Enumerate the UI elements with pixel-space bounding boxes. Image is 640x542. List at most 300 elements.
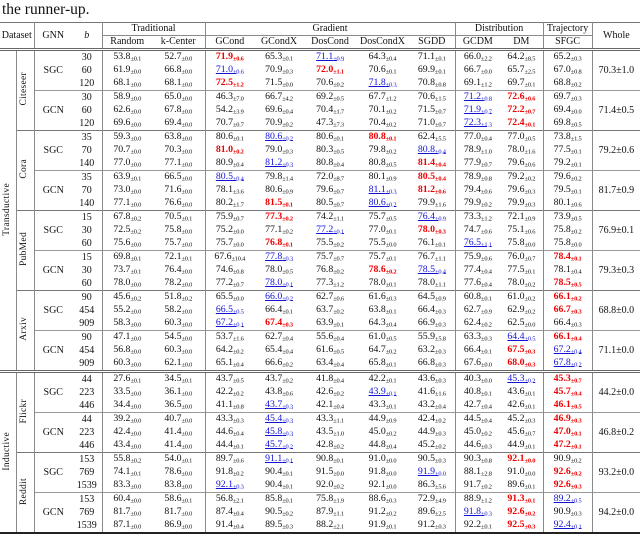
cell-gcdm: $77.4_{\pm 0.4}$	[455, 264, 500, 277]
cell-random: $87.1_{\pm 0.0}$	[102, 519, 152, 533]
cell-sgdd: $79.9_{\pm 1.6}$	[417, 197, 446, 209]
cell-sgdd: $44.9_{\pm 0.3}$	[417, 426, 446, 438]
cell-gcondx: $80.6_{\pm 0.2}$	[254, 131, 304, 145]
cell-gcond: $75.7_{\pm 0.0}$	[205, 237, 254, 251]
cell-sfgc: $89.2_{\pm 0.5}$	[543, 493, 592, 507]
cell-gcondx: $80.6_{\pm 0.9}$	[265, 184, 293, 196]
budget-value: 35	[72, 131, 102, 145]
cell-doscond: $41.8_{\pm 0.4}$	[304, 372, 356, 387]
table-row	[0, 426, 640, 439]
cell-sfgc: $92.4_{\pm 0.1}$	[543, 519, 592, 533]
cell-doscondx: $44.9_{\pm 0.9}$	[356, 413, 409, 427]
table-row	[0, 317, 640, 331]
cell-gcdm: $76.5_{\pm 1.1}$	[455, 237, 500, 251]
cell-sgdd: $69.9_{\pm 0.1}$	[417, 64, 446, 76]
cell-sfgc: $67.0_{\pm 0.8}$	[543, 64, 592, 77]
cell-doscond: $80.3_{\pm 0.5}$	[316, 144, 344, 156]
cell-doscondx: $43.3_{\pm 0.1}$	[368, 399, 397, 411]
cell-random: $68.1_{\pm 0.0}$	[102, 77, 152, 91]
cell-gcondx: $79.0_{\pm 0.3}$	[265, 144, 293, 156]
cell-gcond: $71.9_{\pm 0.6}$	[205, 50, 254, 65]
cell-sfgc: $73.9_{\pm 0.5}$	[543, 211, 592, 225]
cell-gcond: $72.5_{\pm 1.2}$	[205, 77, 254, 91]
cell-sfgc: $79.6_{\pm 0.2}$	[543, 171, 592, 185]
cell-doscondx: $78.0_{\pm 0.1}$	[368, 277, 397, 289]
cell-doscondx: $70.6_{\pm 0.1}$	[368, 64, 397, 76]
cell-kcenter: $67.8_{\pm 0.0}$	[164, 104, 193, 116]
cell-doscondx: $88.6_{\pm 0.3}$	[356, 493, 409, 507]
whole-value: 79.3±0.3	[592, 251, 640, 291]
budget-value: 60	[81, 277, 92, 289]
budget-value: 909	[79, 317, 95, 329]
cell-sfgc: $67.8_{\pm 0.2}$	[543, 357, 592, 372]
table-row	[0, 131, 640, 145]
cell-sfgc: $68.8_{\pm 0.2}$	[543, 77, 592, 91]
budget-value: 454	[79, 304, 95, 316]
cell-doscond: $43.3_{\pm 1.1}$	[304, 413, 356, 427]
gnn-label-sgc: SGC	[34, 291, 72, 331]
cell-kcenter: $34.5_{\pm 0.1}$	[152, 372, 205, 387]
cell-sfgc: $77.5_{\pm 0.1}$	[543, 144, 592, 157]
cell-gcdm: $92.2_{\pm 0.1}$	[455, 519, 500, 533]
cell-gcondx: $71.5_{\pm 0.0}$	[265, 77, 293, 89]
cell-doscondx: $71.8_{\pm 0.3}$	[368, 77, 397, 89]
cell-doscond: $79.6_{\pm 0.7}$	[316, 184, 344, 196]
cell-dm: $45.6_{\pm 0.7}$	[507, 426, 536, 438]
cell-doscondx: $64.7_{\pm 0.2}$	[368, 344, 397, 356]
table-row	[0, 251, 640, 265]
cell-kcenter: $66.8_{\pm 0.0}$	[164, 64, 193, 76]
gnn-label-gcn: GCN	[34, 251, 72, 291]
cell-random: $43.4_{\pm 0.0}$	[102, 439, 152, 453]
cell-gcond: $56.8_{\pm 2.1}$	[205, 493, 254, 507]
results-table	[0, 22, 640, 534]
cell-kcenter: $65.0_{\pm 0.0}$	[152, 91, 205, 105]
cell-sgdd: $64.5_{\pm 0.9}$	[409, 291, 455, 305]
table-row	[0, 439, 640, 453]
cell-gcondx: $78.0_{\pm 0.1}$	[265, 277, 293, 289]
header-method-gcondx: GCondX	[260, 36, 298, 48]
cell-doscond: $42.8_{\pm 0.2}$	[316, 439, 344, 451]
cell-dm: $44.9_{\pm 0.1}$	[507, 439, 536, 451]
cell-gcondx: $66.4_{\pm 0.1}$	[265, 304, 293, 316]
budget-value: 909	[79, 357, 95, 369]
budget-value: 30	[72, 91, 102, 105]
cell-doscondx: $64.3_{\pm 0.4}$	[368, 51, 397, 63]
cell-gcdm: $77.0_{\pm 0.4}$	[455, 131, 500, 145]
table-row	[0, 291, 640, 305]
cell-random: $77.0_{\pm 0.0}$	[102, 157, 152, 171]
cell-kcenter: $41.4_{\pm 0.0}$	[164, 426, 193, 438]
cell-gcond: $65.1_{\pm 0.4}$	[205, 357, 254, 372]
cell-random: $45.6_{\pm 0.2}$	[102, 291, 152, 305]
cell-gcondx: $62.7_{\pm 0.4}$	[254, 331, 304, 345]
cell-doscond: $43.5_{\pm 1.0}$	[316, 426, 344, 438]
cell-dm: $42.6_{\pm 0.1}$	[507, 399, 536, 411]
cell-gcondx: $90.4_{\pm 0.1}$	[265, 466, 293, 478]
cell-sgdd: $80.8_{\pm 0.4}$	[417, 144, 446, 156]
cell-doscond: $75.8_{\pm 1.9}$	[304, 493, 356, 507]
budget-value: 1539	[76, 479, 97, 491]
table-row	[0, 357, 640, 372]
gnn-label-gcn: GCN	[34, 331, 72, 372]
cell-sfgc: $75.8_{\pm 0.0}$	[543, 237, 592, 251]
whole-value: 76.9±0.1	[592, 211, 640, 251]
cell-gcdm: $77.9_{\pm 0.7}$	[455, 157, 500, 171]
table-row	[0, 304, 640, 317]
table-row	[0, 453, 640, 467]
cell-gcond: $91.4_{\pm 0.4}$	[205, 519, 254, 533]
table-row	[0, 466, 640, 479]
budget-value: 769	[79, 506, 95, 518]
cell-kcenter: $58.6_{\pm 0.1}$	[152, 493, 205, 507]
cell-gcdm: $62.7_{\pm 0.9}$	[455, 304, 500, 317]
cell-dm: $62.9_{\pm 0.2}$	[507, 304, 536, 316]
cell-dm: $64.4_{\pm 0.5}$	[500, 331, 543, 345]
table-row	[0, 91, 640, 105]
cell-sfgc: $45.3_{\pm 0.7}$	[543, 372, 592, 387]
cell-sgdd: $70.8_{\pm 0.8}$	[417, 77, 446, 89]
cell-dm: $89.6_{\pm 0.1}$	[507, 479, 536, 491]
whole-value: 44.2±0.0	[592, 372, 640, 413]
budget-value: 769	[79, 466, 95, 478]
cell-dm: $65.7_{\pm 2.5}$	[507, 64, 536, 76]
cell-kcenter: $62.1_{\pm 0.0}$	[164, 357, 193, 369]
cell-sgdd: $76.4_{\pm 0.9}$	[409, 211, 455, 225]
cell-doscondx: $67.7_{\pm 1.2}$	[356, 91, 409, 105]
table-row	[0, 184, 640, 197]
cell-doscondx: $64.3_{\pm 0.4}$	[368, 317, 397, 329]
cell-dm: $79.9_{\pm 0.3}$	[507, 197, 536, 209]
cell-gcond: $81.0_{\pm 0.2}$	[205, 144, 254, 157]
cell-kcenter: $78.6_{\pm 0.0}$	[164, 466, 193, 478]
cell-gcdm: $66.7_{\pm 0.0}$	[455, 64, 500, 77]
cell-dm: $78.0_{\pm 0.2}$	[507, 277, 536, 289]
budget-value: 446	[79, 399, 95, 411]
cell-gcdm: $63.3_{\pm 0.3}$	[455, 331, 500, 345]
cell-sgdd: $71.5_{\pm 0.7}$	[417, 104, 446, 116]
table-row	[0, 479, 640, 493]
cell-gcond: $75.9_{\pm 0.7}$	[205, 211, 254, 225]
whole-value: 68.8±0.0	[592, 291, 640, 331]
cell-sfgc: $66.1_{\pm 0.2}$	[543, 291, 592, 305]
cell-sfgc: $66.4_{\pm 0.3}$	[543, 317, 592, 331]
cell-doscond: $42.1_{\pm 0.4}$	[316, 399, 344, 411]
cell-sfgc: $65.2_{\pm 0.3}$	[543, 50, 592, 65]
cell-dm: $72.2_{\pm 0.7}$	[507, 104, 536, 116]
gnn-label-gcn: GCN	[34, 493, 72, 534]
cell-sgdd: $80.5_{\pm 0.4}$	[409, 171, 455, 185]
budget-value: 90	[72, 291, 102, 305]
cell-sfgc: $67.2_{\pm 0.4}$	[543, 344, 592, 357]
cell-gcondx: $85.8_{\pm 0.1}$	[254, 493, 304, 507]
table-row	[0, 104, 640, 117]
cell-dm: $75.8_{\pm 0.0}$	[507, 237, 536, 249]
cell-doscond: $80.8_{\pm 0.4}$	[316, 157, 344, 169]
cell-gcondx: $91.1_{\pm 0.1}$	[254, 453, 304, 467]
cell-sfgc: $45.7_{\pm 0.4}$	[543, 386, 592, 399]
header-dataset: Dataset	[1, 29, 32, 41]
cell-random: $72.5_{\pm 0.2}$	[102, 224, 152, 237]
budget-value: 30	[81, 224, 92, 236]
cell-sfgc: $46.9_{\pm 0.3}$	[543, 413, 592, 427]
cell-sfgc: $78.4_{\pm 0.1}$	[543, 251, 592, 265]
gnn-label-sgc: SGC	[34, 211, 72, 251]
cell-sgdd: $41.6_{\pm 1.6}$	[417, 386, 446, 398]
cell-gcondx: $77.1_{\pm 0.2}$	[265, 224, 293, 236]
table-row	[0, 519, 640, 533]
cell-gcdm: $88.9_{\pm 1.2}$	[455, 493, 500, 507]
cell-sgdd: $70.6_{\pm 1.5}$	[409, 91, 455, 105]
cell-kcenter: $75.7_{\pm 0.0}$	[164, 237, 193, 249]
table-row	[0, 50, 640, 65]
cell-sgdd: $91.9_{\pm 0.0}$	[417, 466, 446, 478]
cell-gcondx: $79.8_{\pm 1.4}$	[254, 171, 304, 185]
cell-random: $58.3_{\pm 0.0}$	[102, 317, 152, 331]
cell-doscondx: $92.1_{\pm 0.0}$	[368, 479, 397, 491]
cell-random: $59.3_{\pm 0.0}$	[102, 131, 152, 145]
cell-sgdd: $78.0_{\pm 0.3}$	[417, 224, 446, 236]
cell-gcondx: $66.6_{\pm 0.2}$	[265, 357, 293, 369]
cell-kcenter: $36.5_{\pm 0.0}$	[164, 399, 193, 411]
cell-sfgc: $66.1_{\pm 0.4}$	[543, 331, 592, 345]
cell-doscond: $80.5_{\pm 0.7}$	[316, 197, 344, 209]
cell-random: $39.2_{\pm 0.0}$	[102, 413, 152, 427]
cell-gcdm: $91.7_{\pm 0.2}$	[455, 479, 500, 493]
cell-gcondx: $67.4_{\pm 0.3}$	[265, 317, 293, 329]
budget-value: 60	[81, 237, 92, 249]
cell-dm: $64.2_{\pm 8.5}$	[507, 51, 536, 63]
cell-gcond: $44.4_{\pm 0.1}$	[205, 439, 254, 453]
cell-random: $69.8_{\pm 0.1}$	[102, 251, 152, 265]
cell-gcond: $43.3_{\pm 0.3}$	[205, 413, 254, 427]
cell-dm: $92.6_{\pm 0.2}$	[507, 506, 536, 518]
dataset-label-pubmed: PubMed	[16, 211, 34, 291]
cell-dm: $69.7_{\pm 0.1}$	[507, 77, 536, 89]
cell-dm: $72.1_{\pm 0.9}$	[500, 211, 543, 225]
cell-gcond: $89.7_{\pm 0.6}$	[205, 453, 254, 467]
cell-doscondx: $43.9_{\pm 0.1}$	[368, 386, 397, 398]
cell-random: $53.8_{\pm 0.1}$	[102, 50, 152, 65]
cell-random: $75.6_{\pm 0.0}$	[102, 237, 152, 251]
table-row	[0, 277, 640, 291]
cell-gcond: $71.0_{\pm 0.6}$	[205, 64, 254, 77]
cell-gcondx: $90.4_{\pm 0.1}$	[265, 479, 293, 491]
cell-gcondx: $45.4_{\pm 0.3}$	[254, 413, 304, 427]
cell-gcond: $54.2_{\pm 3.9}$	[205, 104, 254, 117]
cell-sgdd: $72.9_{\pm 4.9}$	[409, 493, 455, 507]
cell-doscondx: $70.1_{\pm 0.2}$	[368, 104, 397, 116]
cell-doscondx: $80.8_{\pm 0.5}$	[368, 157, 397, 169]
cell-kcenter: $71.6_{\pm 0.0}$	[164, 184, 193, 196]
cell-gcond: $92.1_{\pm 0.3}$	[205, 479, 254, 493]
cell-gcond: $80.6_{\pm 0.1}$	[205, 131, 254, 145]
cell-sgdd: $66.4_{\pm 0.3}$	[417, 304, 446, 316]
cell-gcdm: $75.9_{\pm 0.6}$	[455, 251, 500, 265]
header-method-doscond: DosCond	[311, 36, 349, 48]
cell-gcond: $46.3_{\pm 7.0}$	[205, 91, 254, 105]
cell-dm: $72.6_{\pm 0.6}$	[500, 91, 543, 105]
header-group-distribution: Distribution	[455, 23, 543, 36]
cell-random: $61.9_{\pm 0.0}$	[102, 64, 152, 77]
cell-kcenter: $66.5_{\pm 0.0}$	[152, 171, 205, 185]
table-row	[0, 372, 640, 387]
cell-random: $62.6_{\pm 0.0}$	[102, 104, 152, 117]
dataset-label-cora: Cora	[16, 131, 34, 211]
cell-kcenter: $70.3_{\pm 0.0}$	[164, 144, 193, 156]
cell-doscondx: $80.8_{\pm 0.1}$	[356, 131, 409, 145]
cell-gcdm: $60.8_{\pm 0.1}$	[455, 291, 500, 305]
dataset-label-arxiv: Arxiv	[16, 291, 34, 372]
cell-dm: $62.5_{\pm 0.0}$	[507, 317, 536, 329]
cell-sfgc: $78.1_{\pm 0.4}$	[543, 264, 592, 277]
cell-gcdm: $77.6_{\pm 0.4}$	[455, 277, 500, 291]
budget-value: 140	[79, 157, 95, 169]
cell-gcondx: $70.9_{\pm 0.2}$	[265, 117, 293, 129]
cell-kcenter: $69.4_{\pm 0.0}$	[164, 117, 193, 129]
cell-dm: $77.5_{\pm 0.1}$	[507, 264, 536, 276]
table-row	[0, 493, 640, 507]
budget-value: 446	[79, 439, 95, 451]
cell-gcdm: $79.9_{\pm 0.2}$	[455, 197, 500, 211]
cell-gcondx: $70.9_{\pm 0.3}$	[265, 64, 293, 76]
cell-doscond: $55.6_{\pm 0.4}$	[304, 331, 356, 345]
cell-random: $34.4_{\pm 0.0}$	[102, 399, 152, 413]
cell-doscond: $72.0_{\pm 8.7}$	[304, 171, 356, 185]
setting-label-transductive: Transductive	[2, 182, 12, 236]
cell-doscondx: $77.0_{\pm 0.1}$	[368, 224, 397, 236]
cell-doscond: $87.9_{\pm 1.1}$	[316, 506, 344, 518]
cell-gcondx: $45.7_{\pm 0.2}$	[265, 439, 293, 451]
cell-gcondx: $43.8_{\pm 0.6}$	[265, 386, 293, 398]
cell-doscond: $62.7_{\pm 0.6}$	[304, 291, 356, 305]
cell-gcondx: $77.3_{\pm 0.2}$	[254, 211, 304, 225]
budget-value: 153	[72, 493, 102, 507]
header-method-kcenter: k-Center	[160, 36, 196, 48]
budget-value: 60	[81, 104, 92, 116]
cell-dm: $68.0_{\pm 0.3}$	[507, 357, 536, 369]
cell-sgdd: $43.6_{\pm 0.3}$	[409, 372, 455, 387]
cell-gcond: $43.7_{\pm 0.5}$	[205, 372, 254, 387]
budget-value: 153	[72, 453, 102, 467]
cell-kcenter: $60.3_{\pm 0.0}$	[164, 317, 193, 329]
cell-random: $56.8_{\pm 0.0}$	[102, 344, 152, 357]
cell-kcenter: $77.1_{\pm 0.0}$	[164, 157, 193, 169]
budget-value: 223	[79, 386, 95, 398]
cell-random: $70.7_{\pm 0.0}$	[102, 144, 152, 157]
cell-gcdm: $40.3_{\pm 0.0}$	[455, 372, 500, 387]
cell-random: $55.2_{\pm 0.0}$	[102, 304, 152, 317]
table-row	[0, 64, 640, 77]
header-group-trajectory: Trajectory	[543, 23, 592, 36]
cell-doscond: $69.2_{\pm 0.5}$	[304, 91, 356, 105]
whole-value: 70.3±1.0	[598, 64, 635, 76]
header-method-gcdm: GCDM	[455, 36, 500, 50]
cell-random: $60.3_{\pm 0.0}$	[102, 357, 152, 372]
cell-sgdd: $62.4_{\pm 5.5}$	[409, 131, 455, 145]
cell-sgdd: $91.2_{\pm 0.3}$	[417, 519, 446, 531]
whole-value: 46.8±0.2	[592, 413, 640, 453]
table-row	[0, 264, 640, 277]
cell-dm: $76.0_{\pm 0.7}$	[500, 251, 543, 265]
budget-value: 60	[81, 64, 92, 76]
cell-kcenter: $54.0_{\pm 0.1}$	[152, 453, 205, 467]
cell-random: $78.0_{\pm 0.0}$	[102, 277, 152, 291]
cell-kcenter: $40.7_{\pm 0.0}$	[152, 413, 205, 427]
table-header	[0, 23, 640, 50]
cell-random: $67.8_{\pm 0.2}$	[102, 211, 152, 225]
cell-doscondx: $75.7_{\pm 0.5}$	[356, 211, 409, 225]
cell-doscondx: $63.8_{\pm 0.1}$	[368, 304, 397, 316]
cell-sgdd: $76.1_{\pm 0.1}$	[417, 237, 446, 249]
cell-dm: $67.5_{\pm 0.3}$	[507, 344, 536, 356]
cell-gcond: $64.2_{\pm 0.2}$	[205, 344, 254, 357]
table-row	[0, 224, 640, 237]
cell-doscond: $72.0_{\pm 1.1}$	[316, 64, 344, 76]
intro-text: the runner-up.	[2, 1, 90, 18]
budget-value: 44	[72, 413, 102, 427]
header-gnn: GNN	[34, 23, 72, 50]
cell-doscondx: $80.1_{\pm 0.9}$	[356, 171, 409, 185]
cell-sfgc: $69.4_{\pm 0.0}$	[543, 104, 592, 117]
cell-gcdm: $73.3_{\pm 1.2}$	[455, 211, 500, 225]
budget-value: 223	[79, 426, 95, 438]
cell-kcenter: $54.5_{\pm 0.0}$	[152, 331, 205, 345]
cell-doscondx: $91.0_{\pm 0.0}$	[356, 453, 409, 467]
table-row	[0, 506, 640, 519]
cell-gcondx: $45.8_{\pm 0.3}$	[265, 426, 293, 438]
cell-sfgc: $78.5_{\pm 0.5}$	[543, 277, 592, 291]
cell-kcenter: $51.8_{\pm 0.2}$	[152, 291, 205, 305]
gnn-label-gcn: GCN	[34, 171, 72, 211]
cell-sfgc: $90.9_{\pm 0.3}$	[543, 506, 592, 519]
table-row	[0, 237, 640, 251]
cell-gcdm: $88.1_{\pm 2.8}$	[455, 466, 500, 479]
cell-dm: $91.0_{\pm 0.0}$	[507, 466, 536, 478]
cell-kcenter: $78.2_{\pm 0.0}$	[164, 277, 193, 289]
cell-dm: $45.3_{\pm 0.2}$	[500, 372, 543, 387]
gnn-label-sgc: SGC	[34, 372, 72, 413]
budget-value: 30	[81, 264, 92, 276]
cell-doscondx: $91.8_{\pm 0.0}$	[368, 466, 397, 478]
budget-value: 30	[81, 51, 92, 63]
cell-sgdd: $63.2_{\pm 0.3}$	[417, 344, 446, 356]
table-row	[0, 331, 640, 345]
cell-gcondx: $78.0_{\pm 0.5}$	[265, 264, 293, 276]
cell-gcdm: $40.8_{\pm 0.1}$	[455, 386, 500, 399]
cell-sgdd: $45.2_{\pm 0.2}$	[417, 439, 446, 451]
budget-value: 70	[81, 144, 92, 156]
cell-gcond: $74.6_{\pm 0.8}$	[205, 264, 254, 277]
cell-random: $73.7_{\pm 0.1}$	[102, 264, 152, 277]
cell-gcond: $80.9_{\pm 0.4}$	[205, 157, 254, 171]
cell-dm: $75.1_{\pm 0.6}$	[507, 224, 536, 236]
cell-kcenter: $60.3_{\pm 0.0}$	[164, 344, 193, 356]
gnn-label-sgc: SGC	[34, 50, 72, 91]
cell-doscond: $77.2_{\pm 0.1}$	[316, 224, 344, 236]
cell-doscondx: $45.0_{\pm 0.2}$	[368, 426, 397, 438]
budget-value: 120	[79, 117, 95, 129]
cell-gcondx: $76.8_{\pm 0.1}$	[265, 237, 293, 249]
cell-dm: $61.0_{\pm 0.2}$	[500, 291, 543, 305]
cell-doscondx: $65.8_{\pm 0.1}$	[368, 357, 397, 369]
cell-random: $69.6_{\pm 0.0}$	[102, 117, 152, 131]
dataset-label-citeseer: Citeseer	[16, 50, 34, 131]
cell-sgdd: $71.1_{\pm 0.1}$	[417, 51, 446, 63]
cell-sgdd: $42.4_{\pm 0.2}$	[409, 413, 455, 427]
cell-gcond: $53.7_{\pm 1.6}$	[205, 331, 254, 345]
budget-value: 15	[72, 211, 102, 225]
